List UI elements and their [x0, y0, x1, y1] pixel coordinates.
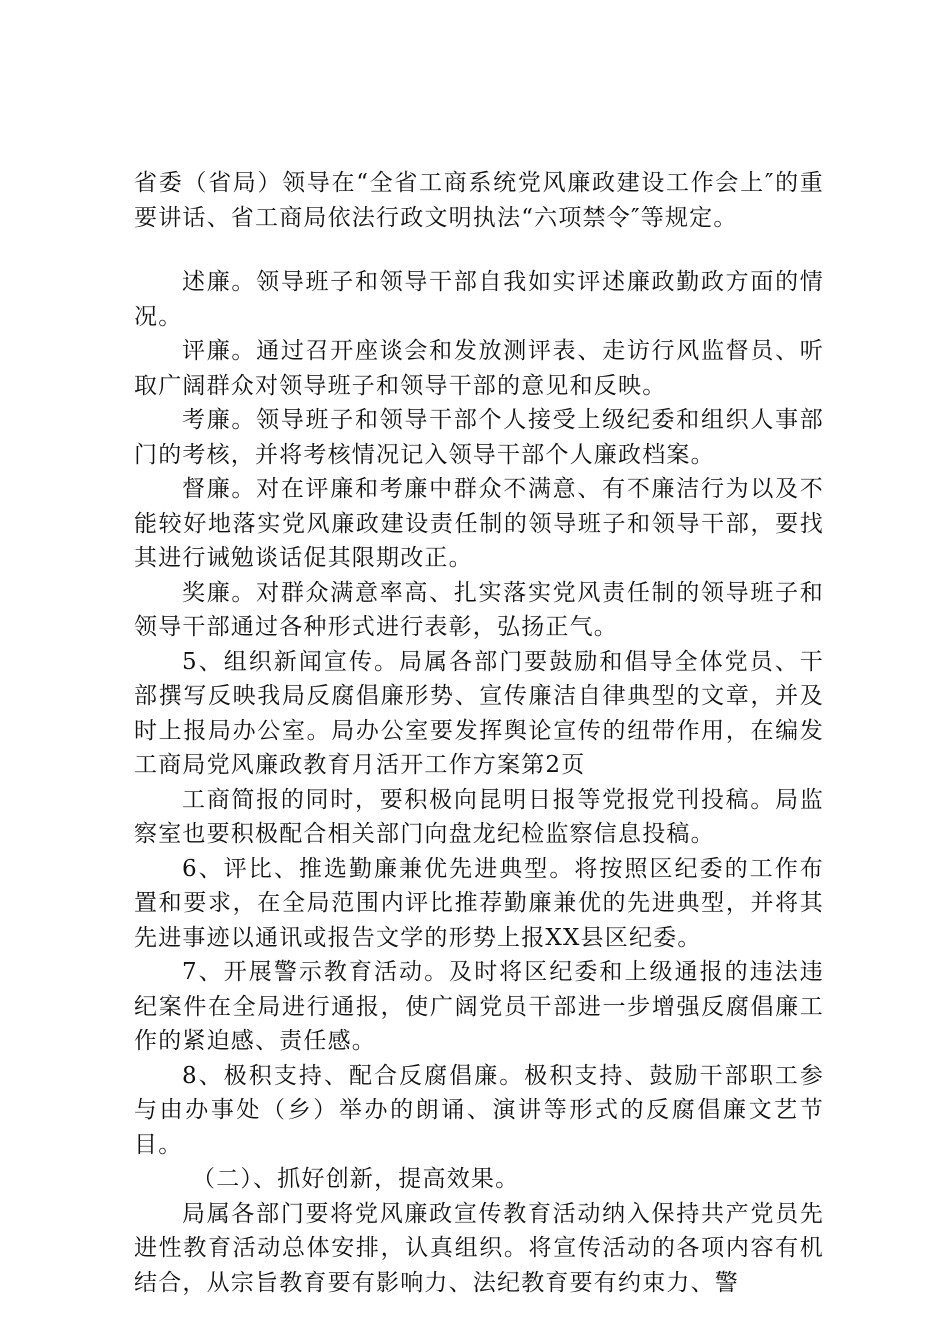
paragraph-shulian: 述廉。领导班子和领导干部自我如实评述廉政勤政方面的情况。 [134, 269, 824, 330]
paragraph-item-5-continued: 工商简报的同时，要积极向昆明日报等党报党刊投稿。局监察室也要积极配合相关部门向盘龙纪检监察信息投稿。 [134, 786, 824, 847]
section-heading-2: （二）、抓好创新，提高效果。 [192, 1166, 520, 1192]
paragraph-item-7: 7、开展警示教育活动。及时将区纪委和上级通报的违法违纪案件在全局进行通报，使广阔党员干部进一步增强反腐倡廉工作的紧迫感、责任感。 [134, 959, 824, 1054]
paragraph-kaolian: 考廉。领导班子和领导干部个人接受上级纪委和组织人事部门的考核，并将考核情况记入领导干部个人廉政档案。 [134, 407, 824, 468]
paragraph-section-2-body: 局属各部门要将党风廉政宣传教育活动纳入保持共产党员先进性教育活动总体安排，认真组织。将宣传活动的各项内容有机结合，从宗旨教育要有影响力、法纪教育要有约束力、警 [134, 1200, 824, 1296]
paragraph-item-8: 8、极积支持、配合反腐倡廉。极积支持、鼓励干部职工参与由办事处（乡）举办的朗诵、演讲等形式的反腐倡廉文艺节目。 [134, 1062, 824, 1158]
paragraph-pinglian: 评廉。通过召开座谈会和发放测评表、走访行风监督员、听取广阔群众对领导班子和领导干部的意见和反映。 [134, 338, 824, 399]
paragraph-item-6: 6、评比、推选勤廉兼优先进典型。将按照区纪委的工作布置和要求，在全局范围内评比推荐勤廉兼优的先进典型，并将其先进事迹以通讯或报告文学的形势上报XX县区纪委。 [134, 855, 824, 951]
paragraph-dulian: 督廉。对在评廉和考廉中群众不满意、有不廉洁行为以及不能较好地落实党风廉政建设责任制的领导班子和领导干部，要找其进行诫勉谈话促其限期改正。 [134, 476, 824, 571]
paragraph-item-5: 5、组织新闻宣传。局属各部门要鼓励和倡导全体党员、干部撰写反映我局反腐倡廉形势、宣传廉洁自律典型的文章，并及时上报局办公室。局办公室要发挥舆论宣传的纽带作用，在编发工商局党风廉政教育月活开工作方案第2页 [134, 648, 824, 778]
paragraph-jianglian: 奖廉。对群众满意率高、扎实落实党风责任制的领导班子和领导干部通过各种形式进行表彰，弘扬正气。 [134, 579, 824, 640]
paragraph-intro: 省委（省局）领导在“全省工商系统党风廉政建设工作会上″的重要讲话、省工商局依法行政文明执法“六项禁令″等规定。 [134, 170, 824, 231]
document-body [134, 166, 824, 1300]
